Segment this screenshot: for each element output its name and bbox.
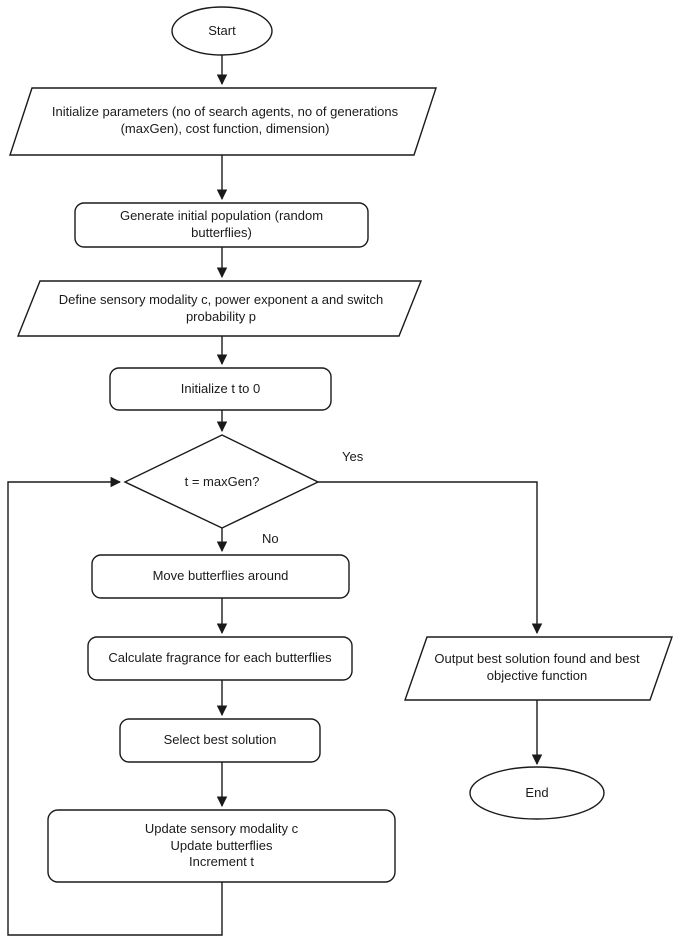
move-butterflies-process-shape	[92, 555, 349, 598]
end-label: End	[525, 784, 549, 800]
init-t-process-shape	[110, 368, 331, 410]
init-params-label: Initialize parameters (no of search agents, no of generations (maxGen), cost function, dimension)	[51, 104, 399, 136]
end-terminator-shape	[470, 767, 604, 819]
decision-yes-edge-label: Yes	[342, 449, 364, 464]
start-terminator-shape	[172, 7, 272, 55]
select-best-process-shape	[120, 719, 320, 762]
decision-label: t = maxGen?	[184, 473, 260, 489]
calc-fragrance-process-shape	[88, 637, 352, 680]
define-sensory-io-shape	[18, 281, 421, 336]
output-io-shape	[405, 637, 672, 700]
output-label: Output best solution found and best objective function	[434, 651, 640, 683]
define-sensory-label: Define sensory modality c, power exponent a and switch probability p	[58, 291, 384, 324]
decision-no-edge-label: No	[262, 531, 279, 546]
init-t-label: Initialize t to 0	[180, 380, 261, 396]
gen-population-label: Generate initial population (random butterflies)	[119, 208, 324, 240]
select-best-label: Select best solution	[163, 732, 277, 748]
edge-decision-yes-to-output	[318, 482, 537, 633]
calc-fragrance-label: Calculate fragrance for each butterflies	[108, 650, 332, 666]
init-params-io-shape	[10, 88, 436, 155]
start-label: Start	[208, 22, 236, 38]
move-butterflies-label: Move butterflies around	[152, 568, 289, 584]
update-step-label: Update sensory modality c Update butterflies Increment t	[144, 820, 299, 870]
decision-diamond-shape	[125, 435, 318, 528]
update-step-process-shape	[48, 810, 395, 882]
gen-population-process-shape	[75, 203, 368, 247]
